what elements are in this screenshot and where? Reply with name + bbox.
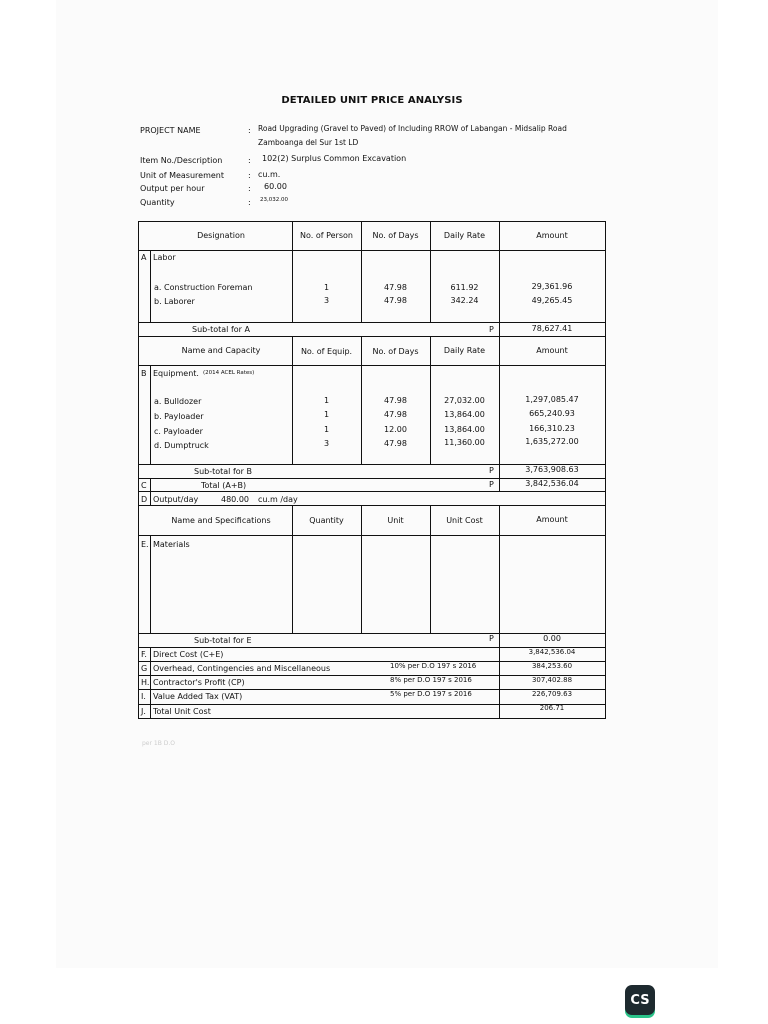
subtotal-b-value: 3,763,908.63 — [525, 465, 579, 474]
output-d-label: Output/day — [153, 495, 199, 504]
equipment-title: Equipment. — [153, 369, 199, 378]
subtotal-a-value: 78,627.41 — [531, 324, 573, 333]
col-header-name-capacity: Name and Capacity — [181, 346, 261, 355]
equipment-rates-note: (2014 ACEL Rates) — [203, 370, 255, 376]
unit-value: cu.m. — [258, 170, 281, 179]
section-letter: E. — [141, 540, 149, 549]
colon: : — [248, 156, 251, 165]
col-header-no-equip: No. of Equip. — [300, 347, 353, 356]
col-header-designation: Designation — [197, 231, 245, 240]
colon: : — [248, 171, 251, 180]
col-header-no-days: No. of Days — [372, 347, 419, 356]
section-letter: B — [141, 369, 147, 378]
quantity-label: Quantity — [140, 198, 175, 207]
total-c-label: Total (A+B) — [201, 481, 247, 490]
camscanner-logo-icon: CS — [625, 985, 655, 1015]
output-d-unit: cu.m /day — [258, 495, 298, 504]
project-label: PROJECT NAME — [140, 126, 201, 135]
col-header-no-days: No. of Days — [372, 231, 419, 240]
materials-title: Materials — [153, 540, 190, 549]
col-header-daily-rate: Daily Rate — [443, 346, 486, 355]
output-value: 60.00 — [264, 182, 287, 191]
col-header-unit: Unit — [387, 516, 404, 525]
section-letter: D — [141, 495, 148, 504]
peso-sign: P — [489, 466, 494, 475]
quantity-value: 23,032.00 — [260, 197, 288, 203]
total-c-value: 3,842,536.04 — [525, 479, 579, 488]
col-header-amount: Amount — [536, 346, 568, 355]
document-page — [56, 0, 718, 968]
item-value: 102(2) Surplus Common Excavation — [262, 154, 407, 163]
peso-sign: P — [489, 325, 494, 334]
col-header-amount: Amount — [536, 231, 568, 240]
col-header-name-spec: Name and Specifications — [171, 516, 271, 525]
subtotal-a-label: Sub-total for A — [192, 325, 250, 334]
peso-sign: P — [489, 634, 494, 643]
peso-sign: P — [489, 480, 494, 489]
project-value-line1: Road Upgrading (Gravel to Paved) of Including RROW of Labangan - Midsalip Road — [258, 124, 567, 133]
output-label: Output per hour — [140, 184, 205, 193]
subtotal-b-label: Sub-total for B — [194, 467, 252, 476]
col-header-daily-rate: Daily Rate — [443, 231, 486, 240]
section-letter: A — [141, 253, 147, 262]
output-d-value: 480.00 — [221, 495, 249, 504]
project-value-line2: Zamboanga del Sur 1st LD — [258, 138, 359, 147]
section-letter: C — [141, 481, 147, 490]
item-label: Item No./Description — [140, 156, 223, 165]
colon: : — [248, 184, 251, 193]
unit-label: Unit of Measurement — [140, 171, 225, 180]
colon: : — [248, 126, 251, 135]
col-header-unit-cost: Unit Cost — [446, 516, 483, 525]
footer-note: per 1B D.O — [142, 740, 175, 747]
col-header-no-person: No. of Person — [300, 231, 353, 240]
labor-title: Labor — [153, 253, 176, 262]
col-header-amount: Amount — [536, 515, 568, 524]
colon: : — [248, 198, 251, 207]
document-title: DETAILED UNIT PRICE ANALYSIS — [281, 95, 463, 106]
col-header-quantity: Quantity — [309, 516, 344, 525]
subtotal-e-value: 0.00 — [543, 634, 561, 643]
subtotal-e-label: Sub-total for E — [194, 636, 252, 645]
